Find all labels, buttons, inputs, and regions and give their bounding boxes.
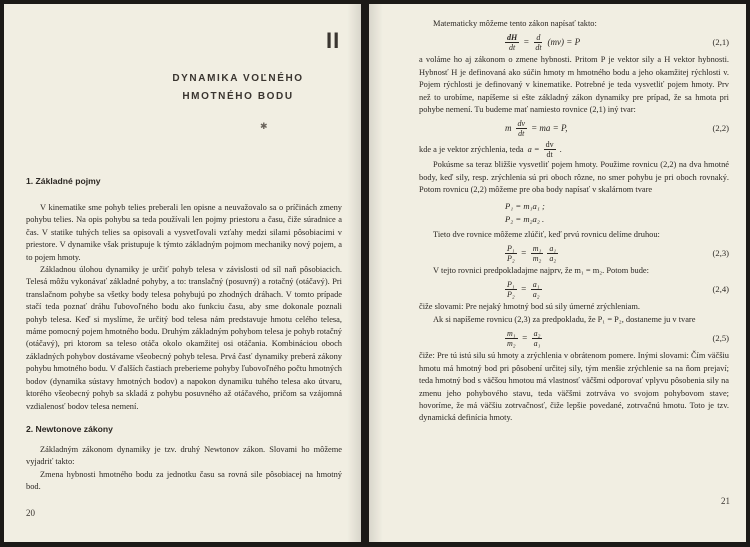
paragraph: Základným zákonom dynamiky je tzv. druhý Newtonov zákon. Slovami ho môžeme vyjadriť takto: [26,445,342,467]
equation-label: (2,4) [712,284,729,295]
left-page [4,4,361,542]
fraction-numerator: d [536,32,541,42]
gutter-shadow [369,4,383,542]
paragraph: čiže: Pre tú istú silu sú hmoty a zrýchlenia v obrátenom pomere. Inými slovami: Čím väčšiu hmotu má hmotný bod pri pôsobení určitej sily, tým menšie zrýchlenie sa na ňom prejaví; teda hmotný bod s väčšou hmotou má vlastnosť väčšmi odporovať vplyvu pôsobenia sily na zmenu jeho pohybového stavu, teda väčšmi zotrváva vo svojom pohybovom stave; hovoríme, že má väčšiu zotrvačnosť, čiže lepšie povedané, zotrvačnú hmotu. Toto je tzv. dynamická definícia hmoty. [419,351,729,423]
equation-2-5: $\frac{\text{m₁}}{\text{m₂}}$ = $\frac{\text{a₂}}{\text{a₁}}$ (2,5) [507,328,729,348]
chapter-number: II [326,28,341,53]
fraction-denominator: dt [518,128,525,138]
equals-sign: = [523,37,530,48]
equation-2-1 [419,30,729,54]
chapter-title: DYNAMIKA VOĽNÉHO HMOTNÉHO BODU [172,73,304,102]
fraction-denominator: dt [535,42,542,52]
paragraph [419,140,729,159]
fraction-denominator: dt [546,150,553,160]
paragraph: a voláme ho aj zákonom o zmene hybnosti. Pritom P je vektor sily a H vektor hybnosti. Hybnosť H je definovaná ako súčin hmoty m hmotného bodu a jeho okamžitej rýchlosti v. Pojem rýchlosti je definovaný v kinematike. Potrebné je teda vysvetliť pojem hmoty. Prv než to urobíme, napíšeme si ešte základný zákon dynamiky pre prípad, že sa hmota pri pohybe nemení. Tu budeme mať namiesto rovnice (2,1) iný tvar: [419,55,729,115]
fraction-numerator: a₂ [533,328,541,338]
fraction-denominator: dt [509,42,516,52]
fraction-numerator: P₁ [507,243,515,253]
right-body [419,18,729,425]
fraction-denominator: a₂ [532,289,540,299]
equation-2-3: $\frac{\text{P₁}}{\text{P₂}}$ = $\frac{\text{m₁}}{\text{m₂}}$ $\frac{\text{a₁}}{\text{a₂}}$ (2,3) [507,243,729,263]
equation-term: m [505,123,512,134]
fraction-numerator: a₁ [549,243,557,253]
equation-label: (2,5) [712,333,729,344]
fraction-denominator: a₂ [549,253,557,263]
paragraph: V tejto rovnici predpokladajme najprv, že m₁ = m₂. Potom bude: [433,266,649,276]
text-run: . [559,144,562,154]
fraction-denominator: m₂ [532,253,542,263]
paragraph: Ak si napíšeme rovnicu (2,3) za predpokladu, že P₁ = P₂, dostaneme ju v tvare [433,314,696,324]
section-1-body [26,202,342,413]
section-2-body [26,444,342,494]
equation-2-4: $\frac{\text{P₁}}{\text{P₂}}$ = $\frac{\text{a₁}}{\text{a₂}}$ (2,4) [507,279,729,299]
fraction-numerator: P₁ [507,279,515,289]
fraction-denominator: a₁ [533,338,541,348]
fraction-numerator: dH [507,32,518,42]
paragraph: Tieto dve rovnice môžeme zlúčiť, keď prvú rovnicu delíme druhou: [433,229,660,239]
fraction-numerator: m₁ [507,328,516,338]
paragraph: Zmena hybnosti hmotného bodu za jednotku času sa rovná sile pôsobiacej na hmotný bod. [26,469,342,492]
page-number: 21 [721,496,730,506]
equation-rest: = ma = P, [531,123,568,134]
section-1 [26,176,342,186]
text-run: kde a je vektor zrýchlenia, teda [419,144,524,154]
right-page [369,4,746,542]
paragraph: Matematicky môžeme tento zákon napísať takto: [433,19,597,28]
fraction-denominator: P₂ [507,253,515,263]
equation-label: (2,1) [712,37,729,48]
paragraph: Pokúsme sa teraz bližšie vysvetliť pojem hmoty. Použime rovnicu (2,2) na dva hmotné body, keď sily, resp. zrýchlenia sú pri oboch rôzne, no smer pohybu je pri oboch rovnaký. Potom rovnicu (2,2) môžeme pre oba body napísať v skalárnom tvare [419,160,729,195]
fraction-denominator: P₂ [507,289,515,299]
section-heading: 1. Základné pojmy [26,176,101,186]
fraction-numerator: dv [517,118,526,128]
equation-2-2 [419,116,729,140]
paragraph: V kinematike sme pohyb telies preberali len opisne a neuvažovalo sa o príčinách zmeny pohybu telies. Na opis pohybu sa teda používali len pojmy priestoru a času, čiže súradnice a čas. V statike tuhých telies sa opisovali a vysvetľovali vzťahy medzi silami pôsobiacimi v priestore. V dynamike však pristupuje k týmto základným pojmom mechaniky nový pojem, a to pojem hmoty. [26,203,342,262]
equation-p2: P₂ = m₂a₂ . [505,213,545,224]
fraction-numerator: a₁ [532,279,540,289]
fraction-numerator: dv [545,140,554,150]
section-heading: 2. Newtonove zákony [26,424,113,434]
section-2 [26,424,342,434]
paragraph: čiže slovami: Pre nejaký hmotný bod sú sily úmerné zrýchleniam. [419,302,640,312]
fraction-denominator: m₂ [507,338,516,348]
ornament-icon: ✱ [260,121,268,131]
equation-label: (2,2) [712,123,729,134]
equation-p1: P₁ = m₁a₁ ; [505,200,545,211]
scalar-equations [505,200,729,226]
fraction-numerator: m₁ [532,243,542,253]
paragraph: Základnou úlohou dynamiky je určiť pohyb telesa v závislosti od síl naň pôsobiacich. Telesá môžu vykonávať základné pohyby, a to: translačný (posuvný) a rotačný (otáčavý). Pri translačnom pohybe sa všetky body telesa pohybujú po zhodných dráhach. V tomto prípade stačí teda poznať dráhu ľubovoľného bodu ako funkciu času, aby sme dokonale poznali pohyb telesa. Keď si myslíme, že určitý bod telesa nám predstavuje hmotu celého telesa, máme pomocný pojem hmotného bodu. Druhým základným pohybom telesa je pohyb rotačný (otáčavý), pri ktorom sa teleso otáča okolo okamžitej osi otáčania. Kombináciou oboch základných pohybov dostávame všeobecný pohyb telesa. Prvá časť dynamiky preberá zákony pohybu hmotného bodu. V ďalších častiach preberieme pohyby ľubovoľného počtu hmotných bodov (dynamika sústavy hmotných bodov) a napokon dynamiku tuhého telesa ako útvaru, ktorého všeobecný pohyb sa skladá z pohybu posuvného až otáčavého, pričom sa vzájomná vzdialenosť bodov telesa nemení. [26,265,342,411]
gutter-shadow [347,4,361,542]
page-number: 20 [26,508,35,518]
text-run: a = [527,144,540,154]
equation-label: (2,3) [712,248,729,259]
equation-rest: (mv) = P [547,37,581,48]
